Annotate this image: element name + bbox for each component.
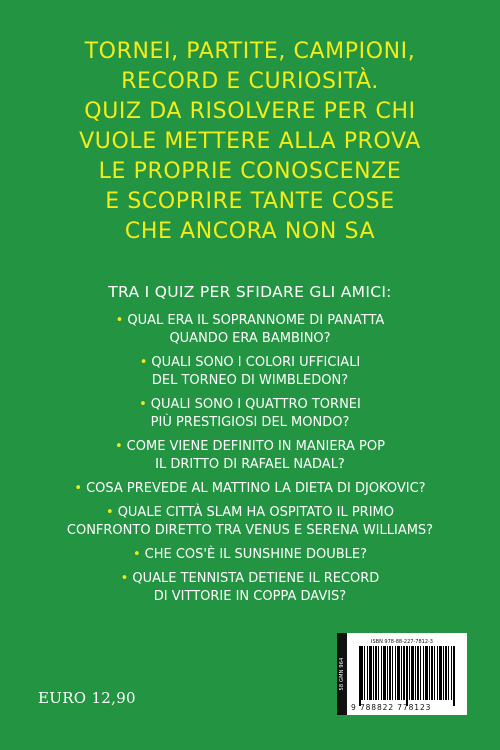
barcode-digits: 9 788822 778123 [351, 703, 432, 712]
quiz-question: QUALI SONO I COLORI UFFICIALI [151, 355, 361, 370]
quiz-item [0, 546, 500, 564]
quiz-question: QUALI SONO I QUATTRO TORNEI [150, 397, 361, 412]
barcode-guard-right [453, 646, 455, 706]
quiz-question-cont: IL DRITTO DI RAFAEL NADAL? [155, 457, 345, 472]
bullet-icon: • [115, 439, 123, 454]
quiz-list [0, 312, 500, 612]
quiz-question: CHE COS'È IL SUNSHINE DOUBLE? [144, 547, 368, 562]
quiz-question-cont: DEL TORNEO DI WIMBLEDON? [151, 373, 349, 388]
quiz-item-line [0, 546, 500, 564]
bullet-icon: • [120, 571, 129, 586]
quiz-item-line [0, 438, 500, 456]
quiz-item-line [0, 504, 500, 522]
quiz-question-cont: PIÙ PRESTIGIOSI DEL MONDO? [150, 415, 350, 430]
quiz-question: QUALE TENNISTA DETIENE IL RECORD [132, 571, 380, 586]
headline-line: VUOLE METTERE ALLA PROVA [79, 129, 421, 154]
quiz-item-line [0, 312, 500, 330]
barcode-guard-left [359, 646, 361, 706]
headline-line: RECORD E CURIOSITÀ. [121, 69, 379, 94]
isbn-label: ISBN 978-88-227-7812-3 [371, 639, 433, 645]
catalog-code-tab [337, 633, 347, 715]
headline-line: TORNEI, PARTITE, CAMPIONI, [84, 39, 416, 64]
quiz-question-cont: DI VITTORIE IN COPPA DAVIS? [153, 589, 347, 604]
quiz-question-cont: CONFRONTO DIRETTO TRA VENUS E SERENA WILLIAMS? [66, 523, 434, 538]
headline [0, 37, 500, 247]
bullet-icon: • [74, 481, 83, 496]
headline-line: QUIZ DA RISOLVERE PER CHI [84, 99, 416, 124]
price-label: EURO 12,90 [38, 689, 136, 707]
quiz-question-cont: QUANDO ERA BAMBINO? [169, 331, 331, 346]
bullet-icon: • [106, 505, 114, 520]
quiz-item [0, 504, 500, 540]
quiz-list-title: TRA I QUIZ PER SFIDARE GLI AMICI: [108, 283, 392, 301]
headline-line: CHE ANCORA NON SA [124, 219, 376, 244]
headline-line: E SCOPRIRE TANTE COSE [105, 189, 395, 214]
quiz-item [0, 438, 500, 474]
quiz-item-line [0, 570, 500, 588]
quiz-question: COSA PREVEDE AL MATTINO LA DIETA DI DJOKOVIC? [86, 481, 426, 496]
catalog-code: 58 GMN 964 [339, 657, 345, 691]
bullet-icon: • [115, 313, 124, 328]
barcode-guard-center [406, 646, 408, 706]
quiz-item-line [0, 480, 500, 498]
quiz-item [0, 570, 500, 606]
quiz-question: QUALE CITTÀ SLAM HA OSPITATO IL PRIMO [117, 505, 394, 520]
quiz-item [0, 396, 500, 432]
bullet-icon: • [139, 397, 147, 412]
bullet-icon: • [139, 355, 148, 370]
quiz-question: QUAL ERA IL SOPRANNOME DI PANATTA [127, 313, 385, 328]
bullet-icon: • [132, 547, 141, 562]
quiz-item [0, 354, 500, 390]
barcode-panel [337, 633, 467, 715]
quiz-item [0, 312, 500, 348]
headline-line: LE PROPRIE CONOSCENZE [98, 159, 402, 184]
quiz-item [0, 480, 500, 498]
quiz-item-line [0, 396, 500, 414]
quiz-question: COME VIENE DEFINITO IN MANIERA POP [126, 439, 385, 454]
quiz-item-line [0, 354, 500, 372]
